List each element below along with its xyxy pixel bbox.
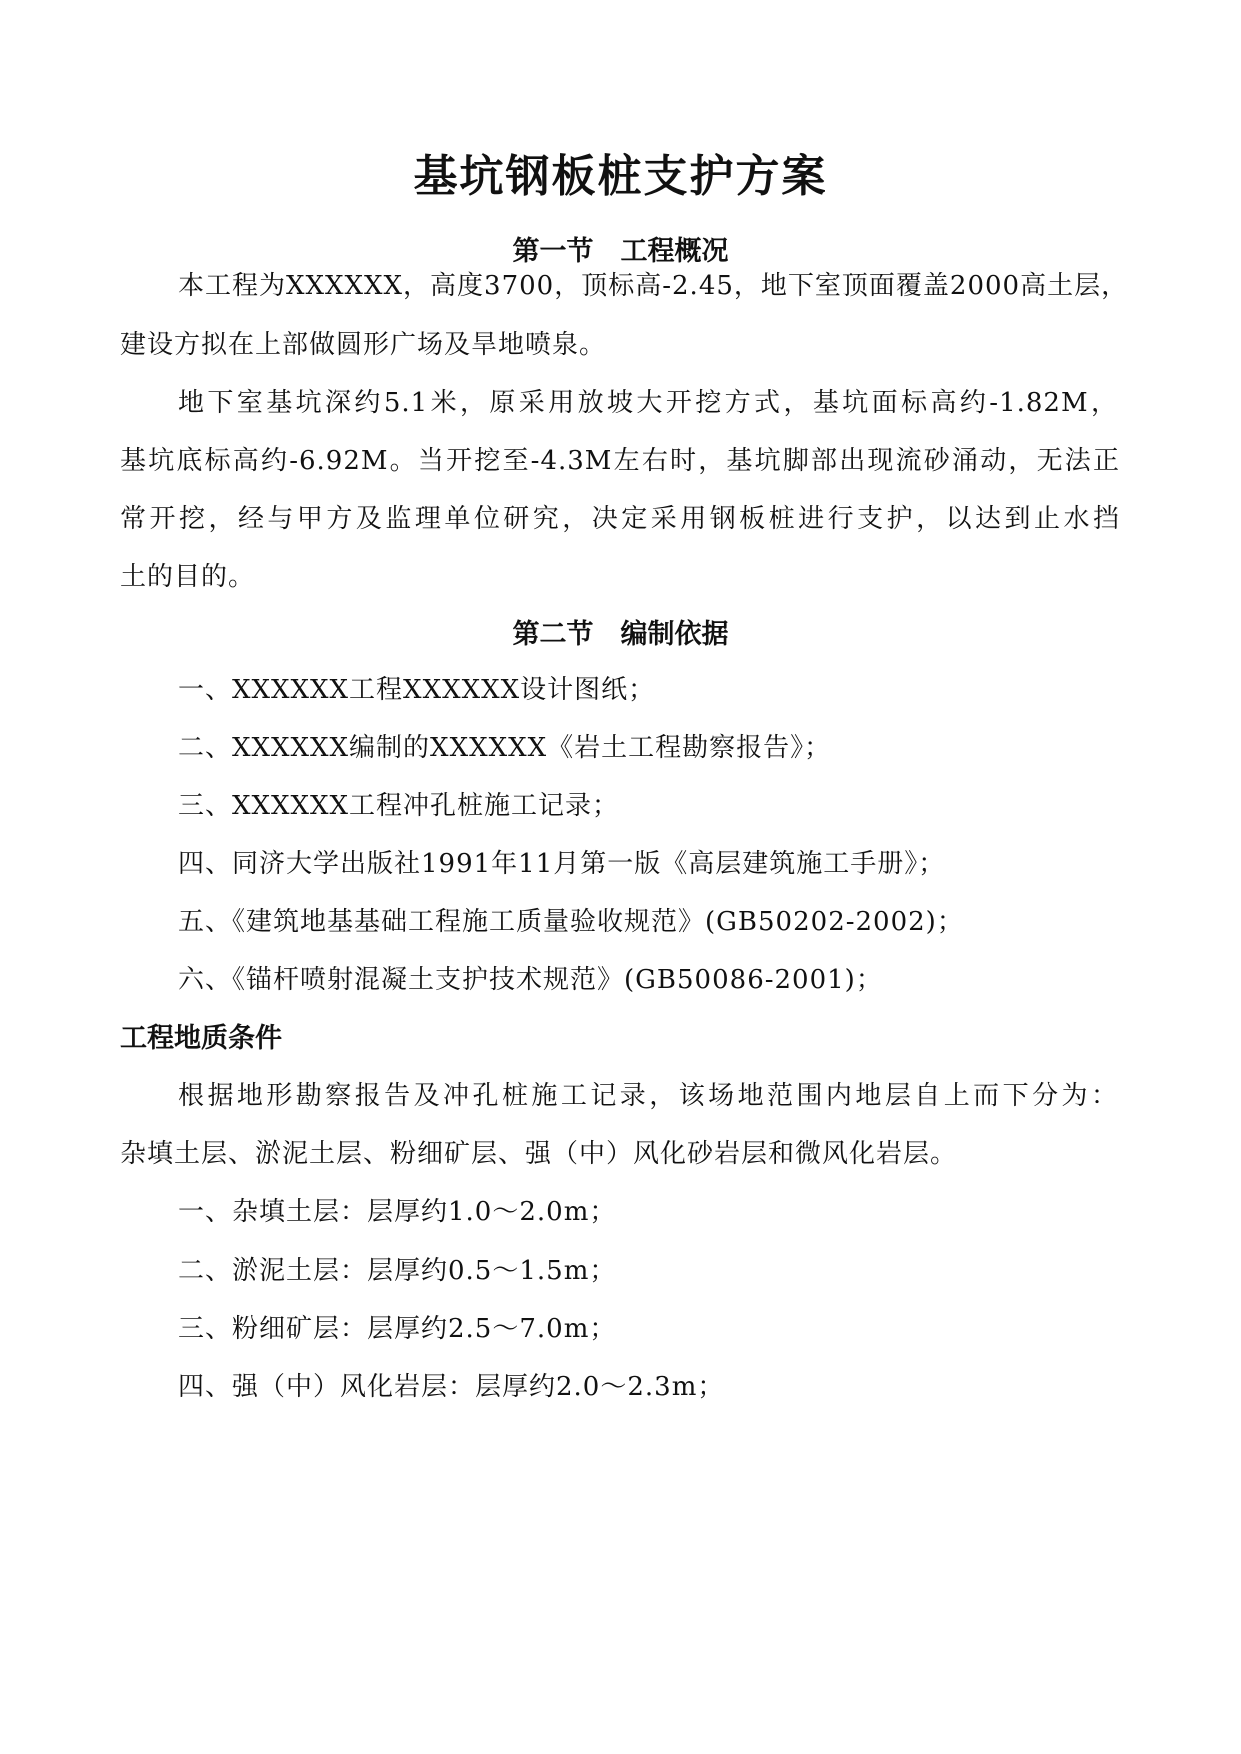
list-item: 四、强（中）风化岩层：层厚约2.0～2.3m； xyxy=(178,1372,725,1402)
paragraph-line: 基坑底标高约-6.92M。当开挖至-4.3M左右时，基坑脚部出现流砂涌动，无法正 xyxy=(120,446,1120,476)
section-heading-overview: 第一节 工程概况 xyxy=(512,236,729,267)
list-item: 五、《建筑地基基础工程施工质量验收规范》(GB50202-2002)； xyxy=(178,907,964,937)
section-heading-geology: 工程地质条件 xyxy=(120,1023,282,1054)
document-title: 基坑钢板桩支护方案 xyxy=(413,151,828,202)
list-item: 二、XXXXXX编制的XXXXXX《岩土工程勘察报告》； xyxy=(178,733,832,763)
paragraph-line: 地下室基坑深约5.1米，原采用放坡大开挖方式，基坑面标高约-1.82M， xyxy=(178,388,1118,418)
list-item: 三、XXXXXX工程冲孔桩施工记录； xyxy=(178,791,620,821)
paragraph-line: 土的目的。 xyxy=(120,562,256,592)
section-heading-basis: 第二节 编制依据 xyxy=(512,619,729,650)
list-item: 六、《锚杆喷射混凝土支护技术规范》(GB50086-2001)； xyxy=(178,965,883,995)
list-item: 一、杂填土层：层厚约1.0～2.0m； xyxy=(178,1197,617,1227)
paragraph-line: 建设方拟在上部做圆形广场及旱地喷泉。 xyxy=(120,330,607,360)
list-item: 四、同济大学出版社1991年11月第一版《高层建筑施工手册》； xyxy=(178,849,946,879)
list-item: 二、淤泥土层：层厚约0.5～1.5m； xyxy=(178,1256,617,1286)
list-item: 一、XXXXXX工程XXXXXX设计图纸； xyxy=(178,675,656,705)
paragraph-line: 本工程为XXXXXX，高度3700，顶标高-2.45，地下室顶面覆盖2000高土层， xyxy=(178,271,1129,301)
list-item: 三、粉细矿层：层厚约2.5～7.0m； xyxy=(178,1314,617,1344)
paragraph-line: 常开挖，经与甲方及监理单位研究，决定采用钢板桩进行支护，以达到止水挡 xyxy=(120,504,1120,534)
paragraph-line: 根据地形勘察报告及冲孔桩施工记录，该场地范围内地层自上而下分为： xyxy=(178,1081,1118,1111)
paragraph-line: 杂填土层、淤泥土层、粉细矿层、强（中）风化砂岩层和微风化岩层。 xyxy=(120,1139,958,1169)
